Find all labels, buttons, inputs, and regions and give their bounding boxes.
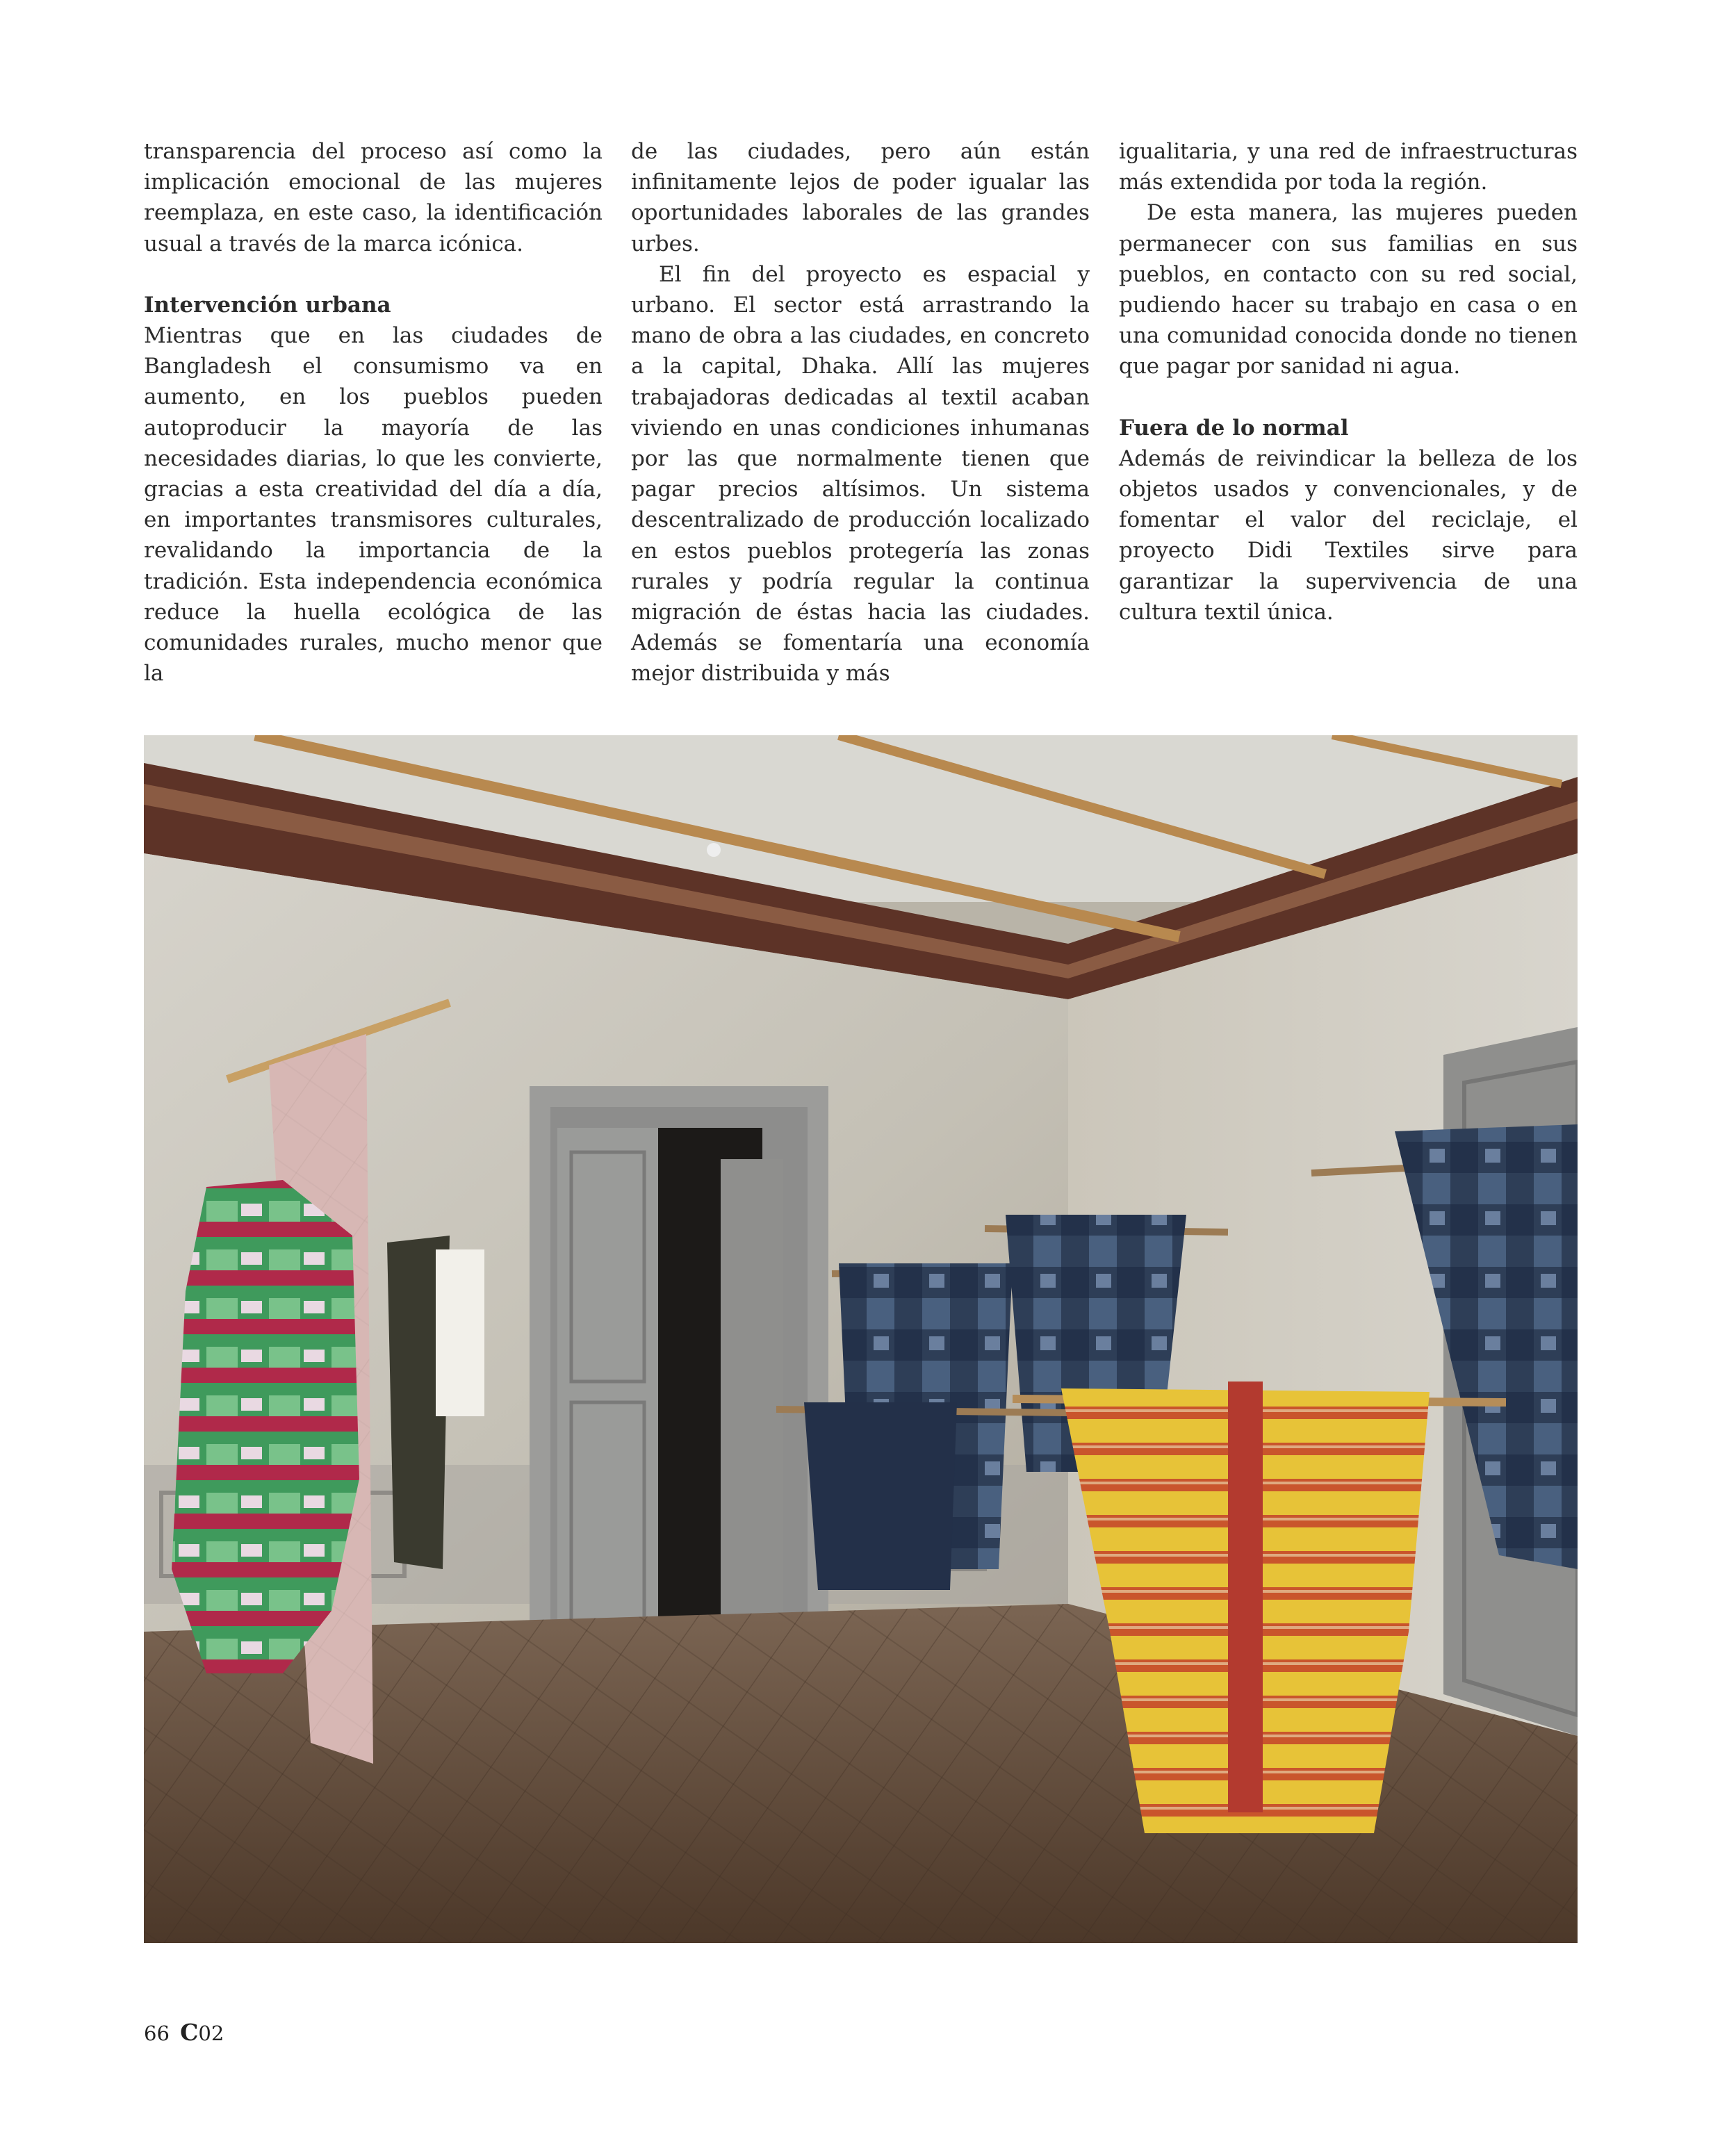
paragraph: Mientras que en las ciudades de Bangladesh el consumismo va en aumento, en los pueblos pueden autoproducir la mayoría de las necesidades diarias, lo que les convierte, gracias a esta creatividad del día a día, en importantes transmisores culturales, revalidando la importancia de la tradición. Esta independencia económica reduce la huella ecológica de las comunidades rurales, mucho menor que la xyxy=(144,323,603,687)
paragraph: El fin del proyecto es espacial y urbano. El sector está arrastrando la mano de obra a las ciudades, en concreto a la capital, Dhaka. Allí las mujeres trabajadoras dedicadas al textil acaban viviendo en unas condiciones inhumanas por las que normalmente tienen que pagar precios altísimos. Un sistema descentralizado de producción localizado en estos pueblos protegería las zonas rurales y podría regular la continua migración de éstas hacia las ciudades. Además se fomentaría una economía mejor distribuida y más xyxy=(631,261,1090,687)
paragraph: igualitaria, y una red de infraestructuras más extendida por toda la región. xyxy=(1119,139,1578,195)
text-column-2 xyxy=(631,136,1090,689)
paragraph: De esta manera, las mujeres pueden permanecer con sus familias en sus pueblos, en contacto con su red social, pudiendo hacer su trabajo en casa o en una comunidad conocida donde no tienen que pagar por sanidad ni agua. xyxy=(1119,200,1578,379)
issue-number: 02 xyxy=(198,2022,224,2045)
text-column-3 xyxy=(1119,136,1578,628)
section-heading: Fuera de lo normal xyxy=(1119,415,1349,441)
paragraph: transparencia del proceso así como la implicación emocional de las mujeres reemplaza, en este caso, la identificación usual a través de la marca icónica. xyxy=(144,139,603,256)
section-heading: Intervención urbana xyxy=(144,292,391,318)
magazine-logo: C xyxy=(180,2019,199,2046)
page-number: 66 xyxy=(144,2022,170,2045)
page-folio xyxy=(144,2019,224,2047)
paragraph: Además de reivindicar la belleza de los objetos usados y convencionales, y de fomentar el valor del reciclaje, el proyecto Didi Textiles sirve para garantizar la supervivencia de una cultura textil única. xyxy=(1119,445,1578,625)
exhibition-photo xyxy=(144,735,1578,1943)
text-column-1 xyxy=(144,136,603,689)
paragraph: de las ciudades, pero aún están infinitamente lejos de poder igualar las oportunidades laborales de las grandes urbes. xyxy=(631,139,1090,256)
